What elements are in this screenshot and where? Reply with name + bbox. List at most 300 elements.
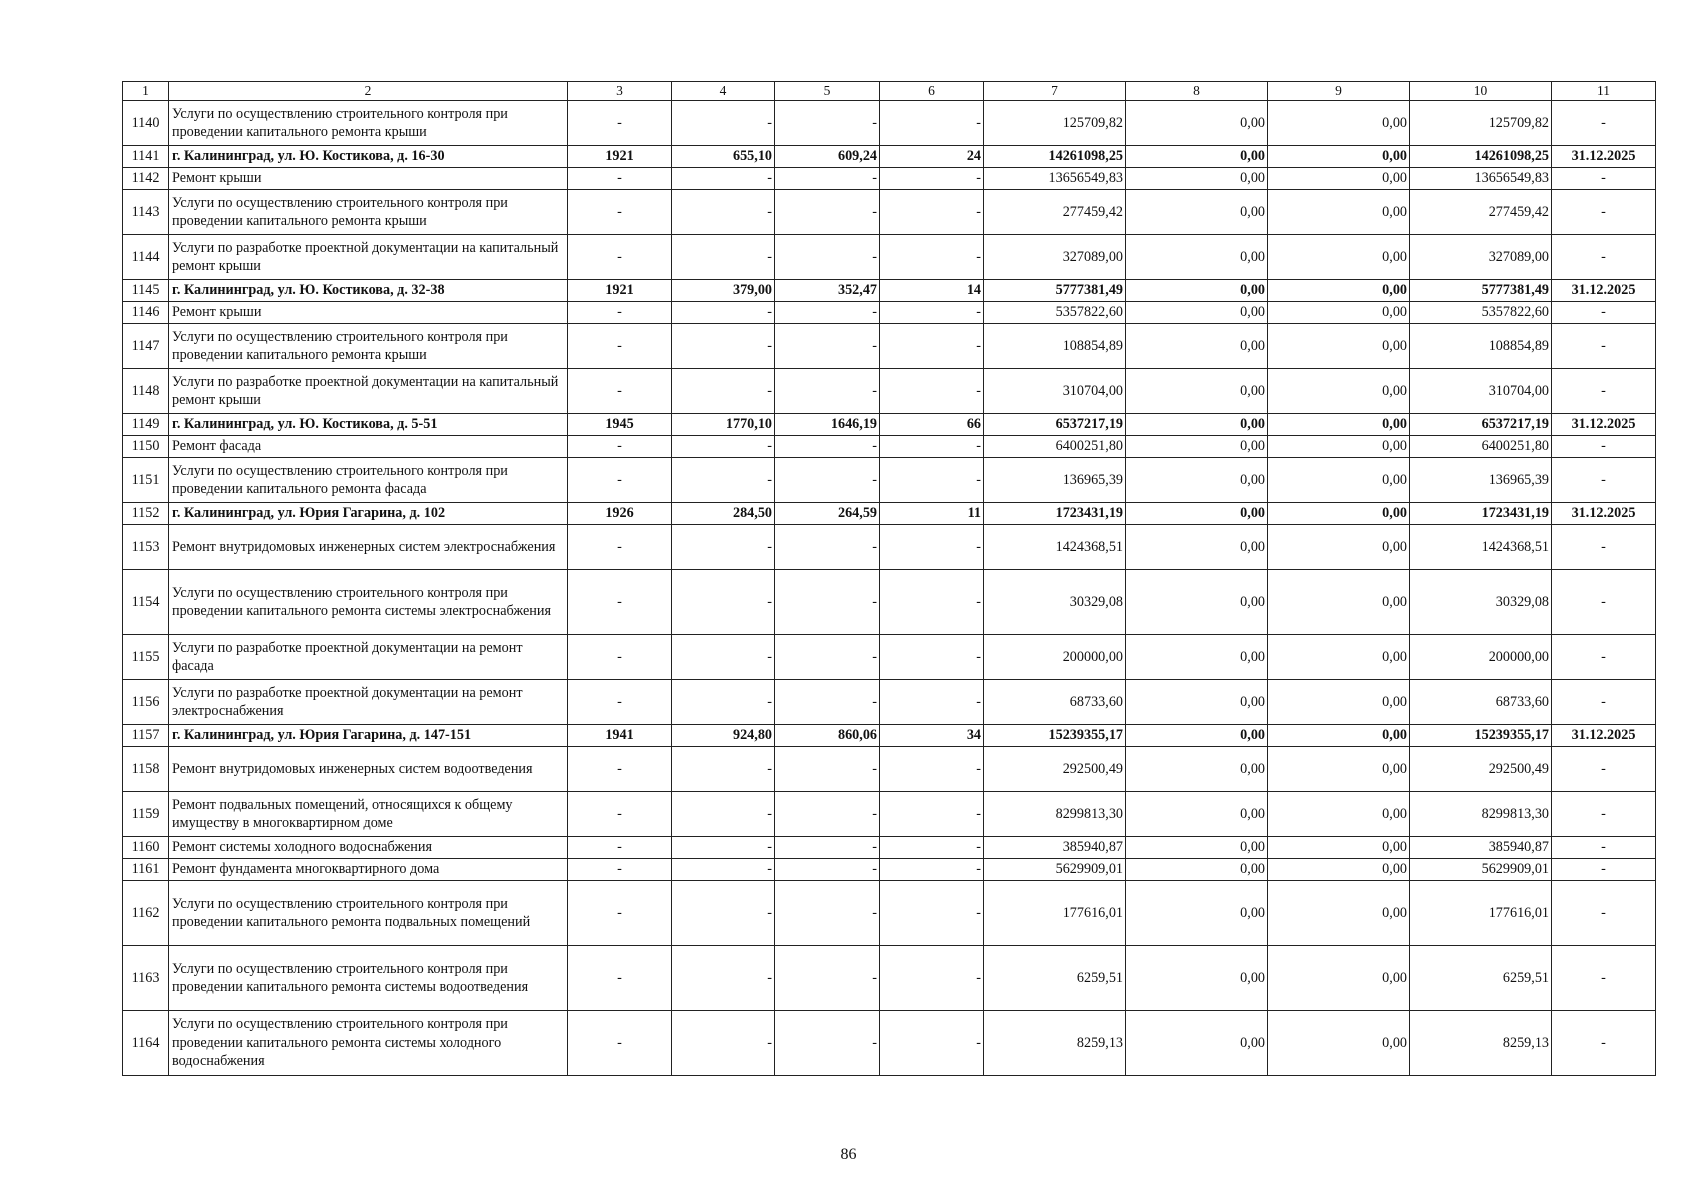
total-cost-cell: 6400251,80 (984, 436, 1126, 458)
year-built-cell: - (568, 436, 672, 458)
owners-cost-cell: 6259,51 (1410, 946, 1552, 1011)
work-name-cell: Услуги по осуществлению строительного контроля при проведении капитального ремонта крыши (169, 190, 568, 235)
year-built-cell: 1945 (568, 414, 672, 436)
fund-cost-9-cell: 0,00 (1268, 235, 1410, 280)
residents-count-cell: - (880, 946, 984, 1011)
work-row (123, 190, 1656, 235)
year-built-cell: - (568, 747, 672, 792)
row-number-cell: 1155 (123, 635, 169, 680)
column-number-header (123, 82, 1656, 101)
fund-cost-9-cell: 0,00 (1268, 1011, 1410, 1076)
fund-cost-9-cell: 0,00 (1268, 168, 1410, 190)
deadline-cell: - (1552, 369, 1656, 414)
work-row (123, 369, 1656, 414)
address-row (123, 503, 1656, 525)
total-area-cell: - (672, 680, 775, 725)
deadline-cell: 31.12.2025 (1552, 725, 1656, 747)
total-cost-cell: 8299813,30 (984, 792, 1126, 837)
owners-cost-cell: 15239355,17 (1410, 725, 1552, 747)
fund-cost-9-cell: 0,00 (1268, 570, 1410, 635)
header-cell: 7 (984, 82, 1126, 101)
work-name-cell: г. Калининград, ул. Ю. Костикова, д. 32-38 (169, 280, 568, 302)
year-built-cell: - (568, 101, 672, 146)
fund-cost-9-cell: 0,00 (1268, 190, 1410, 235)
row-number-cell: 1140 (123, 101, 169, 146)
address-row (123, 414, 1656, 436)
fund-cost-9-cell: 0,00 (1268, 881, 1410, 946)
deadline-cell: - (1552, 324, 1656, 369)
deadline-cell: - (1552, 168, 1656, 190)
total-cost-cell: 14261098,25 (984, 146, 1126, 168)
total-area-cell: - (672, 635, 775, 680)
owners-cost-cell: 310704,00 (1410, 369, 1552, 414)
header-cell: 1 (123, 82, 169, 101)
total-cost-cell: 136965,39 (984, 458, 1126, 503)
row-number-cell: 1161 (123, 859, 169, 881)
owners-cost-cell: 277459,42 (1410, 190, 1552, 235)
total-area-cell: - (672, 190, 775, 235)
total-cost-cell: 6259,51 (984, 946, 1126, 1011)
total-area-cell: - (672, 458, 775, 503)
total-area-cell: - (672, 235, 775, 280)
living-area-cell: 1646,19 (775, 414, 880, 436)
owners-cost-cell: 177616,01 (1410, 881, 1552, 946)
work-row (123, 635, 1656, 680)
total-cost-cell: 200000,00 (984, 635, 1126, 680)
total-cost-cell: 1723431,19 (984, 503, 1126, 525)
owners-cost-cell: 14261098,25 (1410, 146, 1552, 168)
fund-cost-9-cell: 0,00 (1268, 436, 1410, 458)
residents-count-cell: - (880, 324, 984, 369)
work-name-cell: Услуги по осуществлению строительного контроля при проведении капитального ремонта системы электроснабжения (169, 570, 568, 635)
total-cost-cell: 125709,82 (984, 101, 1126, 146)
header-cell: 11 (1552, 82, 1656, 101)
fund-cost-9-cell: 0,00 (1268, 324, 1410, 369)
work-row (123, 1011, 1656, 1076)
work-row (123, 946, 1656, 1011)
year-built-cell: 1921 (568, 280, 672, 302)
header-cell: 4 (672, 82, 775, 101)
row-number-cell: 1164 (123, 1011, 169, 1076)
fund-cost-9-cell: 0,00 (1268, 414, 1410, 436)
work-row (123, 324, 1656, 369)
row-number-cell: 1144 (123, 235, 169, 280)
owners-cost-cell: 327089,00 (1410, 235, 1552, 280)
fund-cost-8-cell: 0,00 (1126, 747, 1268, 792)
total-area-cell: - (672, 369, 775, 414)
living-area-cell: 860,06 (775, 725, 880, 747)
total-area-cell: - (672, 946, 775, 1011)
fund-cost-8-cell: 0,00 (1126, 859, 1268, 881)
fund-cost-9-cell: 0,00 (1268, 792, 1410, 837)
header-cell: 5 (775, 82, 880, 101)
work-name-cell: Услуги по осуществлению строительного контроля при проведении капитального ремонта подвальных помещений (169, 881, 568, 946)
fund-cost-8-cell: 0,00 (1126, 369, 1268, 414)
year-built-cell: - (568, 946, 672, 1011)
year-built-cell: - (568, 369, 672, 414)
fund-cost-8-cell: 0,00 (1126, 146, 1268, 168)
deadline-cell: - (1552, 859, 1656, 881)
repair-program-table (122, 81, 1656, 1076)
residents-count-cell: 66 (880, 414, 984, 436)
total-area-cell: - (672, 525, 775, 570)
header-cell: 6 (880, 82, 984, 101)
residents-count-cell: - (880, 369, 984, 414)
work-row (123, 235, 1656, 280)
residents-count-cell: - (880, 837, 984, 859)
living-area-cell: - (775, 235, 880, 280)
year-built-cell: - (568, 458, 672, 503)
deadline-cell: - (1552, 680, 1656, 725)
work-row (123, 101, 1656, 146)
work-name-cell: г. Калининград, ул. Ю. Костикова, д. 16-30 (169, 146, 568, 168)
fund-cost-9-cell: 0,00 (1268, 837, 1410, 859)
residents-count-cell: 34 (880, 725, 984, 747)
fund-cost-8-cell: 0,00 (1126, 280, 1268, 302)
living-area-cell: - (775, 302, 880, 324)
fund-cost-8-cell: 0,00 (1126, 1011, 1268, 1076)
living-area-cell: 609,24 (775, 146, 880, 168)
residents-count-cell: - (880, 635, 984, 680)
total-area-cell: - (672, 881, 775, 946)
owners-cost-cell: 292500,49 (1410, 747, 1552, 792)
fund-cost-8-cell: 0,00 (1126, 725, 1268, 747)
row-number-cell: 1151 (123, 458, 169, 503)
row-number-cell: 1152 (123, 503, 169, 525)
total-area-cell: - (672, 302, 775, 324)
owners-cost-cell: 6400251,80 (1410, 436, 1552, 458)
living-area-cell: - (775, 570, 880, 635)
fund-cost-9-cell: 0,00 (1268, 635, 1410, 680)
total-area-cell: 924,80 (672, 725, 775, 747)
living-area-cell: - (775, 859, 880, 881)
living-area-cell: - (775, 792, 880, 837)
owners-cost-cell: 200000,00 (1410, 635, 1552, 680)
deadline-cell: - (1552, 1011, 1656, 1076)
residents-count-cell: - (880, 302, 984, 324)
deadline-cell: - (1552, 635, 1656, 680)
deadline-cell: - (1552, 436, 1656, 458)
page-number: 86 (840, 1146, 857, 1163)
owners-cost-cell: 5357822,60 (1410, 302, 1552, 324)
owners-cost-cell: 1723431,19 (1410, 503, 1552, 525)
row-number-cell: 1142 (123, 168, 169, 190)
year-built-cell: 1941 (568, 725, 672, 747)
residents-count-cell: - (880, 101, 984, 146)
total-cost-cell: 1424368,51 (984, 525, 1126, 570)
fund-cost-9-cell: 0,00 (1268, 680, 1410, 725)
year-built-cell: - (568, 235, 672, 280)
work-name-cell: Услуги по осуществлению строительного контроля при проведении капитального ремонта системы холодного водоснабжения (169, 1011, 568, 1076)
year-built-cell: - (568, 1011, 672, 1076)
work-row (123, 881, 1656, 946)
work-row (123, 792, 1656, 837)
fund-cost-9-cell: 0,00 (1268, 280, 1410, 302)
year-built-cell: - (568, 859, 672, 881)
total-area-cell: 1770,10 (672, 414, 775, 436)
deadline-cell: - (1552, 235, 1656, 280)
total-cost-cell: 5777381,49 (984, 280, 1126, 302)
total-area-cell: - (672, 324, 775, 369)
work-row (123, 837, 1656, 859)
total-cost-cell: 177616,01 (984, 881, 1126, 946)
total-area-cell: - (672, 792, 775, 837)
owners-cost-cell: 385940,87 (1410, 837, 1552, 859)
total-cost-cell: 385940,87 (984, 837, 1126, 859)
living-area-cell: - (775, 190, 880, 235)
fund-cost-8-cell: 0,00 (1126, 168, 1268, 190)
row-number-cell: 1156 (123, 680, 169, 725)
fund-cost-9-cell: 0,00 (1268, 725, 1410, 747)
fund-cost-8-cell: 0,00 (1126, 881, 1268, 946)
owners-cost-cell: 125709,82 (1410, 101, 1552, 146)
total-cost-cell: 6537217,19 (984, 414, 1126, 436)
residents-count-cell: 11 (880, 503, 984, 525)
deadline-cell: - (1552, 525, 1656, 570)
row-number-cell: 1160 (123, 837, 169, 859)
work-name-cell: Ремонт системы холодного водоснабжения (169, 837, 568, 859)
work-name-cell: Услуги по осуществлению строительного контроля при проведении капитального ремонта фасада (169, 458, 568, 503)
living-area-cell: 352,47 (775, 280, 880, 302)
work-name-cell: Услуги по разработке проектной документации на капитальный ремонт крыши (169, 235, 568, 280)
fund-cost-9-cell: 0,00 (1268, 101, 1410, 146)
residents-count-cell: - (880, 680, 984, 725)
fund-cost-8-cell: 0,00 (1126, 946, 1268, 1011)
fund-cost-9-cell: 0,00 (1268, 146, 1410, 168)
owners-cost-cell: 136965,39 (1410, 458, 1552, 503)
row-number-cell: 1148 (123, 369, 169, 414)
year-built-cell: - (568, 881, 672, 946)
total-area-cell: 655,10 (672, 146, 775, 168)
fund-cost-9-cell: 0,00 (1268, 458, 1410, 503)
row-number-cell: 1147 (123, 324, 169, 369)
year-built-cell: - (568, 635, 672, 680)
fund-cost-9-cell: 0,00 (1268, 525, 1410, 570)
work-row (123, 168, 1656, 190)
work-name-cell: Ремонт крыши (169, 302, 568, 324)
total-area-cell: 284,50 (672, 503, 775, 525)
owners-cost-cell: 108854,89 (1410, 324, 1552, 369)
fund-cost-8-cell: 0,00 (1126, 503, 1268, 525)
row-number-cell: 1149 (123, 414, 169, 436)
document-page (122, 81, 1655, 1076)
total-cost-cell: 30329,08 (984, 570, 1126, 635)
deadline-cell: - (1552, 881, 1656, 946)
deadline-cell: - (1552, 837, 1656, 859)
total-area-cell: - (672, 570, 775, 635)
living-area-cell: - (775, 747, 880, 792)
deadline-cell: - (1552, 747, 1656, 792)
total-cost-cell: 13656549,83 (984, 168, 1126, 190)
living-area-cell: - (775, 324, 880, 369)
residents-count-cell: - (880, 881, 984, 946)
header-cell: 2 (169, 82, 568, 101)
work-name-cell: Ремонт внутридомовых инженерных систем электроснабжения (169, 525, 568, 570)
fund-cost-8-cell: 0,00 (1126, 570, 1268, 635)
deadline-cell: 31.12.2025 (1552, 146, 1656, 168)
owners-cost-cell: 8299813,30 (1410, 792, 1552, 837)
work-name-cell: Ремонт крыши (169, 168, 568, 190)
owners-cost-cell: 5629909,01 (1410, 859, 1552, 881)
header-cell: 10 (1410, 82, 1552, 101)
total-cost-cell: 292500,49 (984, 747, 1126, 792)
owners-cost-cell: 1424368,51 (1410, 525, 1552, 570)
work-row (123, 747, 1656, 792)
deadline-cell: 31.12.2025 (1552, 414, 1656, 436)
total-cost-cell: 310704,00 (984, 369, 1126, 414)
fund-cost-9-cell: 0,00 (1268, 302, 1410, 324)
fund-cost-8-cell: 0,00 (1126, 635, 1268, 680)
living-area-cell: - (775, 101, 880, 146)
year-built-cell: - (568, 837, 672, 859)
fund-cost-9-cell: 0,00 (1268, 369, 1410, 414)
work-row (123, 680, 1656, 725)
residents-count-cell: - (880, 570, 984, 635)
year-built-cell: - (568, 570, 672, 635)
residents-count-cell: - (880, 747, 984, 792)
header-cell: 9 (1268, 82, 1410, 101)
address-row (123, 280, 1656, 302)
work-name-cell: г. Калининград, ул. Ю. Костикова, д. 5-51 (169, 414, 568, 436)
year-built-cell: - (568, 525, 672, 570)
residents-count-cell: - (880, 190, 984, 235)
work-name-cell: Услуги по разработке проектной документации на ремонт фасада (169, 635, 568, 680)
owners-cost-cell: 6537217,19 (1410, 414, 1552, 436)
living-area-cell: - (775, 436, 880, 458)
work-row (123, 458, 1656, 503)
fund-cost-8-cell: 0,00 (1126, 302, 1268, 324)
work-name-cell: Ремонт фундамента многоквартирного дома (169, 859, 568, 881)
row-number-cell: 1150 (123, 436, 169, 458)
row-number-cell: 1162 (123, 881, 169, 946)
living-area-cell: - (775, 946, 880, 1011)
living-area-cell: - (775, 635, 880, 680)
work-row (123, 302, 1656, 324)
fund-cost-8-cell: 0,00 (1126, 680, 1268, 725)
deadline-cell: - (1552, 458, 1656, 503)
row-number-cell: 1163 (123, 946, 169, 1011)
residents-count-cell: - (880, 235, 984, 280)
total-cost-cell: 277459,42 (984, 190, 1126, 235)
living-area-cell: - (775, 881, 880, 946)
deadline-cell: - (1552, 190, 1656, 235)
owners-cost-cell: 5777381,49 (1410, 280, 1552, 302)
owners-cost-cell: 13656549,83 (1410, 168, 1552, 190)
total-cost-cell: 5629909,01 (984, 859, 1126, 881)
row-number-cell: 1141 (123, 146, 169, 168)
work-name-cell: Услуги по осуществлению строительного контроля при проведении капитального ремонта системы водоотведения (169, 946, 568, 1011)
residents-count-cell: - (880, 458, 984, 503)
fund-cost-8-cell: 0,00 (1126, 101, 1268, 146)
total-area-cell: - (672, 1011, 775, 1076)
work-name-cell: Ремонт подвальных помещений, относящихся к общему имуществу в многоквартирном доме (169, 792, 568, 837)
total-cost-cell: 68733,60 (984, 680, 1126, 725)
fund-cost-8-cell: 0,00 (1126, 837, 1268, 859)
owners-cost-cell: 8259,13 (1410, 1011, 1552, 1076)
work-name-cell: Ремонт внутридомовых инженерных систем водоотведения (169, 747, 568, 792)
living-area-cell: - (775, 837, 880, 859)
fund-cost-9-cell: 0,00 (1268, 747, 1410, 792)
fund-cost-9-cell: 0,00 (1268, 859, 1410, 881)
work-row (123, 859, 1656, 881)
year-built-cell: - (568, 324, 672, 369)
work-row (123, 525, 1656, 570)
row-number-cell: 1146 (123, 302, 169, 324)
deadline-cell: - (1552, 101, 1656, 146)
work-name-cell: Услуги по разработке проектной документации на капитальный ремонт крыши (169, 369, 568, 414)
year-built-cell: - (568, 302, 672, 324)
living-area-cell: - (775, 168, 880, 190)
total-cost-cell: 8259,13 (984, 1011, 1126, 1076)
header-cell: 3 (568, 82, 672, 101)
work-name-cell: г. Калининград, ул. Юрия Гагарина, д. 147-151 (169, 725, 568, 747)
total-area-cell: - (672, 859, 775, 881)
address-row (123, 146, 1656, 168)
total-area-cell: - (672, 168, 775, 190)
fund-cost-8-cell: 0,00 (1126, 324, 1268, 369)
fund-cost-8-cell: 0,00 (1126, 190, 1268, 235)
fund-cost-9-cell: 0,00 (1268, 946, 1410, 1011)
row-number-cell: 1154 (123, 570, 169, 635)
deadline-cell: - (1552, 792, 1656, 837)
address-row (123, 725, 1656, 747)
residents-count-cell: 24 (880, 146, 984, 168)
total-area-cell: - (672, 101, 775, 146)
residents-count-cell: - (880, 1011, 984, 1076)
total-area-cell: - (672, 747, 775, 792)
total-cost-cell: 15239355,17 (984, 725, 1126, 747)
total-cost-cell: 108854,89 (984, 324, 1126, 369)
fund-cost-8-cell: 0,00 (1126, 436, 1268, 458)
work-name-cell: Ремонт фасада (169, 436, 568, 458)
work-name-cell: Услуги по осуществлению строительного контроля при проведении капитального ремонта крыши (169, 324, 568, 369)
fund-cost-8-cell: 0,00 (1126, 792, 1268, 837)
fund-cost-8-cell: 0,00 (1126, 525, 1268, 570)
header-cell: 8 (1126, 82, 1268, 101)
living-area-cell: - (775, 369, 880, 414)
fund-cost-9-cell: 0,00 (1268, 503, 1410, 525)
row-number-cell: 1158 (123, 747, 169, 792)
residents-count-cell: - (880, 792, 984, 837)
living-area-cell: - (775, 458, 880, 503)
fund-cost-8-cell: 0,00 (1126, 414, 1268, 436)
fund-cost-8-cell: 0,00 (1126, 458, 1268, 503)
year-built-cell: - (568, 168, 672, 190)
fund-cost-8-cell: 0,00 (1126, 235, 1268, 280)
work-name-cell: г. Калининград, ул. Юрия Гагарина, д. 102 (169, 503, 568, 525)
owners-cost-cell: 30329,08 (1410, 570, 1552, 635)
year-built-cell: - (568, 190, 672, 235)
living-area-cell: - (775, 525, 880, 570)
work-row (123, 570, 1656, 635)
total-area-cell: - (672, 436, 775, 458)
year-built-cell: - (568, 792, 672, 837)
living-area-cell: 264,59 (775, 503, 880, 525)
residents-count-cell: 14 (880, 280, 984, 302)
total-area-cell: 379,00 (672, 280, 775, 302)
residents-count-cell: - (880, 168, 984, 190)
year-built-cell: 1926 (568, 503, 672, 525)
row-number-cell: 1153 (123, 525, 169, 570)
work-name-cell: Услуги по осуществлению строительного контроля при проведении капитального ремонта крыши (169, 101, 568, 146)
deadline-cell: - (1552, 302, 1656, 324)
residents-count-cell: - (880, 859, 984, 881)
work-row (123, 436, 1656, 458)
total-area-cell: - (672, 837, 775, 859)
deadline-cell: 31.12.2025 (1552, 280, 1656, 302)
work-name-cell: Услуги по разработке проектной документации на ремонт электроснабжения (169, 680, 568, 725)
deadline-cell: - (1552, 570, 1656, 635)
